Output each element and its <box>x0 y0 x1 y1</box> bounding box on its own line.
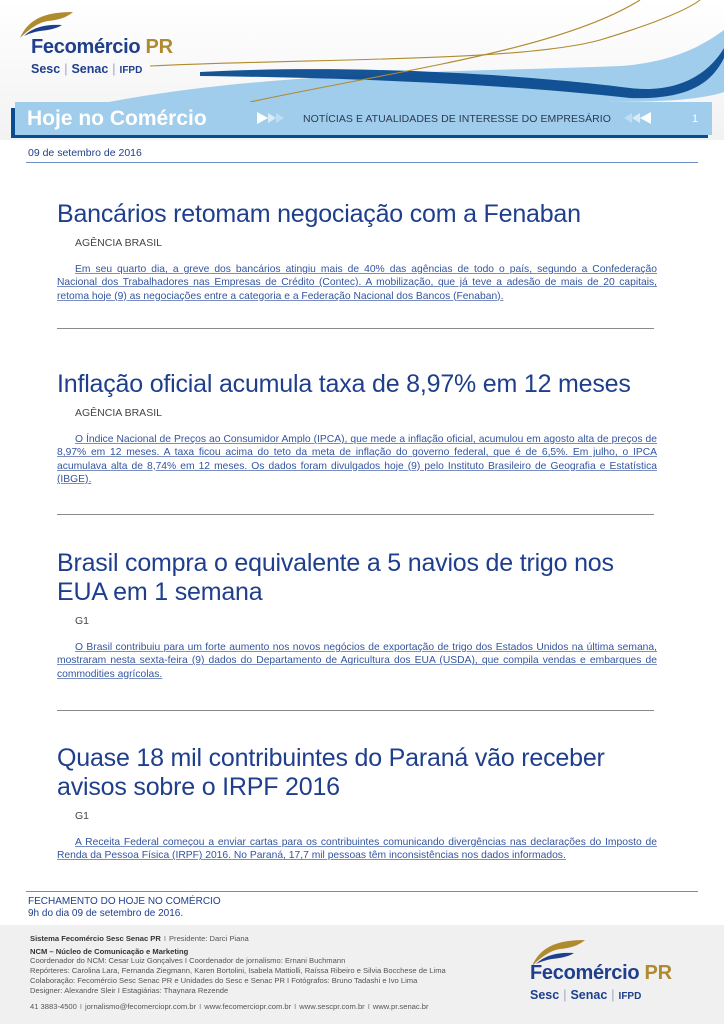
divider <box>57 328 654 329</box>
article-body-link[interactable]: A Receita Federal começou a enviar cartas para os contribuintes comunicando divergências nas declarações do Imposto de Renda da Pessoa Física (IRPF) 2016. No Paraná, 17,7 mil pessoas têm inconsistências nos dados informados. <box>57 837 657 862</box>
logo-subbrand: Sesc | Senac | IFPD <box>31 62 143 76</box>
footer-coordinators: Coordenador do NCM: Cesar Luiz Gonçalves I Coordenador de jornalismo: Ernani Buchmann <box>30 956 346 965</box>
footer-link-sesc[interactable]: www.sescpr.com.br <box>299 1002 365 1011</box>
article-source: AGÊNCIA BRASIL <box>75 407 162 419</box>
footer-system-line: Sistema Fecomércio Sesc Senac PR I Presidente: Darci Piana <box>30 934 249 943</box>
footer-ncm: NCM – Núcleo de Comunicação e Marketing <box>30 947 189 956</box>
divider <box>26 891 698 892</box>
footer-phone: 41 3883-4500 <box>30 1002 77 1011</box>
logo-brand: Fecomércio PR <box>530 962 672 984</box>
logo-subbrand: Sesc | Senac | IFPD <box>530 988 642 1002</box>
article-source: G1 <box>75 810 90 822</box>
article-body-link[interactable]: O Índice Nacional de Preços ao Consumidor Amplo (IPCA), que mede a inflação oficial, acumulou em agosto alta de preços de 8,97% em 12 meses. A taxa ficou acima do teto da meta de inflação do governo federal, que é de 6,5%. Em julho, o IPCA acumulava alta de 8,74% em 12 meses. Os dados foram divulgados hoje (9) pelo Instituto Brasileiro de Geografia e Estatística (IBGE). <box>57 434 657 485</box>
footer-contacts: 41 3883-4500 I jornalismo@fecomerciopr.com.br I www.fecomerciopr.com.br I www.sescpr.com.br I www.pr.senac.br <box>30 1002 429 1011</box>
article-title: Brasil compra o equivalente a 5 navios de trigo nos EUA em 1 semana <box>57 549 614 606</box>
fecomercio-logo <box>18 8 198 78</box>
footer-fecomercio-logo <box>530 940 710 1010</box>
article <box>57 744 657 863</box>
newsletter-title: Hoje no Comércio <box>27 107 207 130</box>
arrows-left-icon <box>624 112 651 124</box>
article <box>57 370 657 486</box>
article-source: G1 <box>75 615 90 627</box>
footer-email-link[interactable]: jornalismo@fecomerciopr.com.br <box>85 1002 197 1011</box>
footer-designer: Designer: Alexandre Sleir I Estagiárias: Thaynara Rezende <box>30 986 229 995</box>
article-title: Bancários retomam negociação com a Fenaban <box>57 200 581 228</box>
article-body-link[interactable]: O Brasil contribuiu para um forte aumento nos novos negócios de exportação de trigo dos Estados Unidos na última semana, mostraram nesta sexta-feira (9) dados do Departamento de Agricultura dos EUA (USDA), que compila vendas e embarques de commodities agrícolas. <box>57 642 657 680</box>
article-title: Quase 18 mil contribuintes do Paraná vão receber avisos sobre o IRPF 2016 <box>57 744 605 801</box>
logo-brand: Fecomércio PR <box>31 36 173 58</box>
footer-collaboration: Colaboração: Fecomércio Sesc Senac PR e Unidades do Sesc e Senac PR I Fotógrafos: Bruno Tadashi e Ivo Lima <box>30 976 418 985</box>
newsletter-tagline: NOTÍCIAS E ATUALIDADES DE INTERESSE DO EMPRESÁRIO <box>303 113 611 125</box>
article-body-link[interactable]: Em seu quarto dia, a greve dos bancários atingiu mais de 40% das agências de todo o país, segundo a Confederação Nacional dos Trabalhadores nas Empresas de Crédito (Contec). A mobilização, que já teve a adesão de mais de 20 capitais, retoma hoje (9) as negociações entre a categoria e a Federação Nacional dos Bancos (Fenaban). <box>57 264 657 302</box>
closing-title: FECHAMENTO DO HOJE NO COMÉRCIO <box>28 896 221 907</box>
article-title: Inflação oficial acumula taxa de 8,97% em 12 meses <box>57 370 631 398</box>
page-number: 1 <box>692 113 699 125</box>
footer-link-senac[interactable]: www.pr.senac.br <box>372 1002 429 1011</box>
divider <box>57 710 654 711</box>
article <box>57 549 657 681</box>
footer-reporters: Repórteres: Carolina Lara, Fernanda Ziegmann, Karen Bortolini, Isabela Mattiolli, Raíssa Ribeiro e Silvia Bocchese de Lima <box>30 966 446 975</box>
article <box>57 200 657 303</box>
closing-subtitle: 9h do dia 09 de setembro de 2016. <box>28 908 184 919</box>
arrows-right-icon <box>257 112 284 124</box>
footer-link-fecomercio[interactable]: www.fecomerciopr.com.br <box>204 1002 292 1011</box>
article-source: AGÊNCIA BRASIL <box>75 237 162 249</box>
divider <box>26 162 698 163</box>
divider <box>57 514 654 515</box>
issue-date: 09 de setembro de 2016 <box>28 147 142 159</box>
